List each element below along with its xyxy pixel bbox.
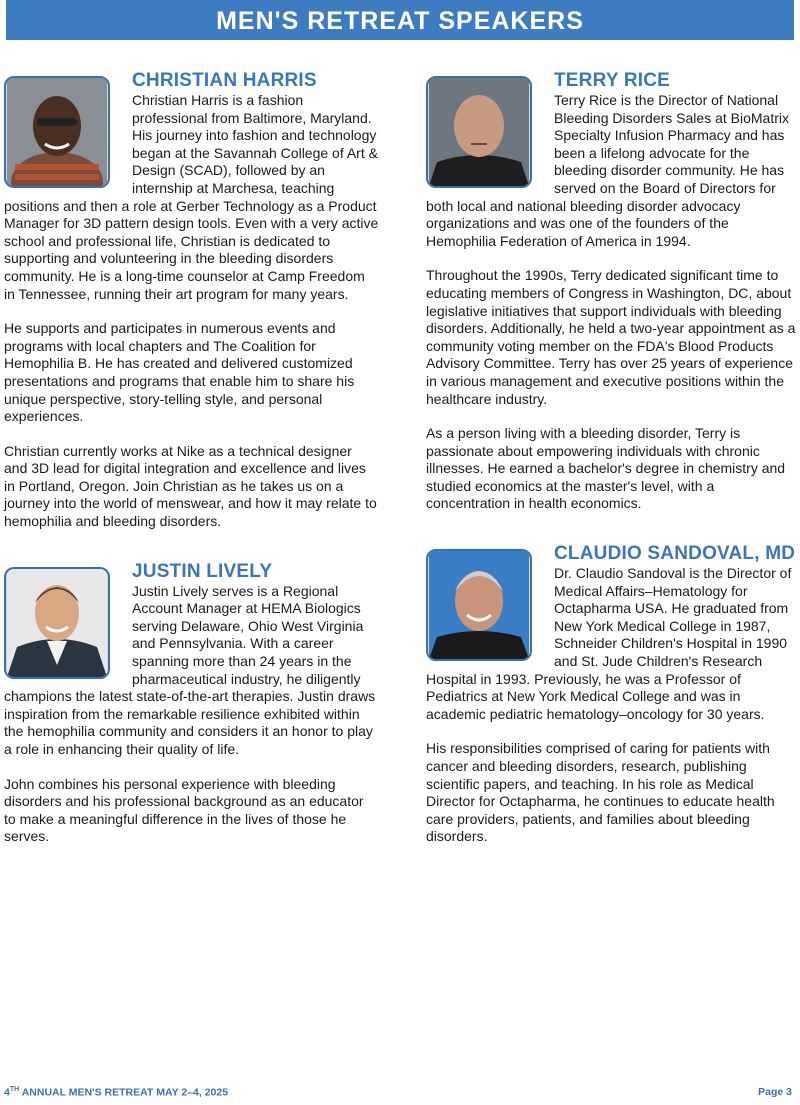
speaker-bio: Christian Harris is a fashion professional from Baltimore, Maryland. His journey into fashion and technology began at the Savannah College of Art & Design (SCAD), followed by an internship at Marchesa, teaching positions and then a role at Gerber Technology as a Product Manager for 3D pattern design tools. Even with a very active school and professional life, Christian is dedicated to supporting and volunteering in the bleeding disorders community. He is a long-time counselor at Camp Freedom in Tennessee, running their art program for many years.: [4, 92, 379, 302]
speaker-bio-paragraph-2: He supports and participates in numerous events and programs with local chapters and The Coalition for Hemophilia B. He has created and delivered customized presentations and programs that enable him to share his unique perspective, story-telling style, and personal experiences.: [4, 320, 355, 425]
speaker-claudio-sandoval: [426, 543, 798, 846]
left-column: [4, 70, 379, 846]
portrait-icon: [428, 551, 530, 659]
right-column: [426, 70, 798, 846]
speaker-name: CHRISTIAN HARRIS: [132, 70, 317, 91]
speaker-terry-rice: [426, 70, 798, 513]
footer-event-label: ANNUAL MEN'S RETREAT MAY 2–4, 2025: [21, 1086, 229, 1099]
footer-ordinal-suffix: TH: [9, 1086, 20, 1093]
speaker-bio: Dr. Claudio Sandoval is the Director of Medical Affairs–Hematology for Octapharma USA. He graduated from New York Medical College in 1987, Schneider Children's Hospital in 1990 and St. Jude Children's Research Hospital in 1993. Previously, he was a Professor of Pediatrics at New York Medical College and was in academic pediatric hematology–oncology for 30 years.: [426, 565, 792, 722]
justin-lively-photo: [4, 567, 110, 679]
speaker-bio: Terry Rice is the Director of National Bleeding Disorders Sales at BioMatrix Specialty Infusion Pharmacy and has been a lifelong advocate for the bleeding disorder community. He has served on the Board of Directors for both local and national bleeding disorder advocacy organizations and was one of the founders of the Hemophilia Federation of America in 1994.: [426, 92, 789, 249]
footer-event: [4, 1086, 228, 1099]
footer-ordinal: 4: [4, 1086, 10, 1099]
portrait-icon: [428, 78, 530, 186]
speaker-name: TERRY RICE: [554, 70, 671, 91]
speaker-bio-paragraph-3: As a person living with a bleeding disorder, Terry is passionate about empowering individuals with chronic illnesses. He earned a bachelor's degree in chemistry and studied economics at the master's level, with a concentration in health economics.: [426, 425, 786, 512]
terry-rice-photo: [426, 76, 532, 188]
speaker-christian-harris: [4, 70, 379, 531]
speaker-bio-paragraph-3: Christian currently works at Nike as a technical designer and 3D lead for digital integration and excellence and lives in Portland, Oregon. Join Christian as he takes us on a journey into the world of menswear, and how it may relate to hemophilia and bleeding disorders.: [4, 442, 377, 530]
portrait-icon: [6, 569, 108, 677]
speaker-bio: Justin Lively serves is a Regional Account Manager at HEMA Biologics serving Delaware, Ohio West Virginia and Pennsylvania. With a career spanning more than 24 years in the pharmaceutical industry, he diligently champions the latest state-of-the-art therapies. Justin draws inspiration from the remarkable resilience exhibited within the hemophilia community and considers it an honor to play a role in enhancing their quality of life.: [4, 582, 376, 757]
speaker-name: JUSTIN LIVELY: [132, 560, 273, 582]
speaker-justin-lively: [4, 561, 379, 846]
portrait-icon: [6, 78, 108, 186]
footer-page-number: Page 3: [758, 1086, 792, 1098]
speaker-bio-paragraph-2: Throughout the 1990s, Terry dedicated significant time to educating members of Congress in Washington, DC, about legislative initiatives that support individuals with bleeding disorders. Additionally, he held a two-year appointment as a community voting member on the FDA's Blood Products Advisory Committee. Terry has over 25 years of experience in various management and executive positions within the healthcare industry.: [426, 267, 796, 407]
speaker-bio-paragraph-2: His responsibilities comprised of caring for patients with cancer and bleeding disorders, research, publishing scientific papers, and teaching. In his role as Medical Director for Octapharma, he continues to educate health care providers, patients, and families about bleeding disorders.: [426, 740, 775, 845]
speaker-name: CLAUDIO SANDOVAL, MD: [554, 543, 796, 565]
speaker-bio-paragraph-2: John combines his personal experience with bleeding disorders and his professional background as an educator to make a meaningful difference in the lives of those he serves.: [4, 775, 364, 845]
christian-harris-photo: [4, 76, 110, 188]
claudio-sandoval-photo: [426, 549, 532, 661]
page-banner: MEN'S RETREAT SPEAKERS: [6, 0, 794, 40]
